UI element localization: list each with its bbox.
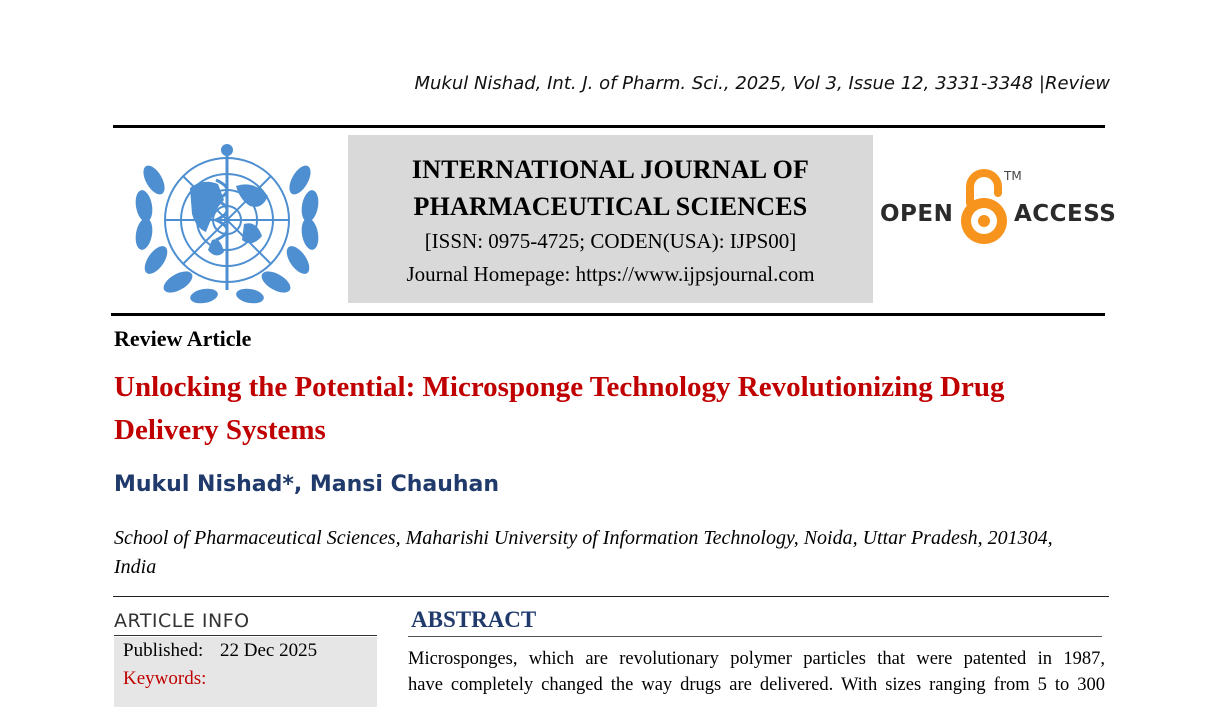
top-rule [113, 125, 1105, 128]
author-list: Mukul Nishad*, Mansi Chauhan [114, 472, 500, 497]
journal-title-line2: PHARMACEUTICAL SCIENCES [413, 192, 808, 221]
keywords-label: Keywords: [123, 668, 207, 689]
journal-masthead [348, 135, 873, 303]
running-head: Mukul Nishad, Int. J. of Pharm. Sci., 2025, Vol 3, Issue 12, 3331-3348 |Review [414, 73, 1110, 94]
published-date: 22 Dec 2025 [219, 640, 318, 661]
published-row [123, 640, 317, 662]
open-access-logo [880, 165, 1117, 255]
abstract-rule [408, 636, 1102, 637]
open-access-open-text: OPEN [880, 201, 954, 227]
article-type: Review Article [114, 326, 252, 351]
journal-homepage: Journal Homepage: https://www.ijpsjournal.com [406, 262, 815, 286]
journal-title-line1: INTERNATIONAL JOURNAL OF [411, 155, 810, 184]
article-info-rule [114, 635, 377, 636]
author-affiliation: School of Pharmaceutical Sciences, Maharishi University of Information Technology, Noida, Uttar Pradesh, 201304, India [114, 527, 1053, 578]
abstract-line: have completely changed the way drugs are delivered. With sizes ranging from 5 to 300 [408, 675, 1105, 695]
abstract-line: Microsponges, which are revolutionary polymer particles that were patented in 1987, [408, 649, 1105, 669]
un-emblem-logo [128, 140, 326, 306]
abstract-heading: ABSTRACT [411, 607, 537, 632]
trademark-mark: TM [1004, 169, 1022, 183]
published-label: Published: [123, 640, 204, 661]
article-info-box [114, 637, 377, 707]
abstract-body [408, 646, 1105, 698]
section-divider [113, 596, 1109, 597]
article-title: Unlocking the Potential: Microsponge Technology Revolutionizing Drug Delivery Systems [114, 371, 1005, 446]
article-info-heading: ARTICLE INFO [114, 610, 250, 632]
masthead-bottom-rule [111, 313, 1105, 316]
journal-issn: [ISSN: 0975-4725; CODEN(USA): IJPS00] [424, 229, 797, 253]
open-access-access-text: ACCESS [1014, 201, 1117, 227]
